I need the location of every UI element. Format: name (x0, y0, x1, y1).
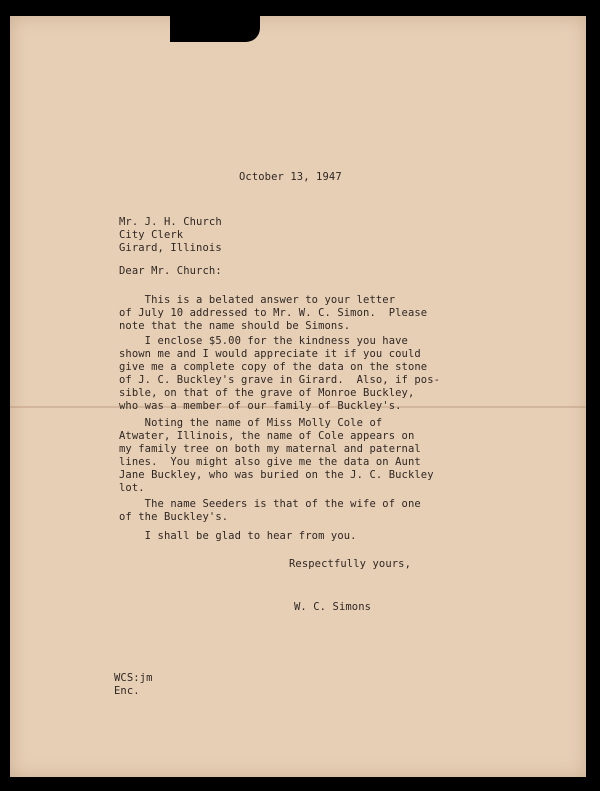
reference-line: WCS:jm (114, 672, 153, 684)
reference-line: Enc. (114, 685, 140, 697)
letter-page (10, 16, 586, 777)
reference-initials (114, 672, 153, 698)
paper-notch (170, 16, 260, 42)
body-paragraph: I shall be glad to hear from you. (119, 530, 357, 542)
address-line: City Clerk (119, 229, 184, 241)
body-paragraph: Noting the name of Miss Molly Cole of Atwater, Illinois, the name of Cole appears on my family tree on both my maternal and paternal lines. You might also give me the data on Aunt Jane Buckley, who was buried on the J. C. Buckley lot. (119, 417, 434, 494)
salutation: Dear Mr. Church: (119, 265, 222, 277)
body-paragraph: The name Seeders is that of the wife of one of the Buckley's. (119, 498, 421, 523)
body-paragraph: I enclose $5.00 for the kindness you have shown me and I would appreciate it if you could give me a complete copy of the data on the stone of J. C. Buckley's grave in Girard. Also, if pos- sible, on that of the grave of Monroe Buckley, who was a member of our family of Buckley's. (119, 335, 441, 412)
letter-date: October 13, 1947 (239, 171, 342, 183)
closing: Respectfully yours, (289, 558, 412, 570)
recipient-address (119, 216, 222, 255)
address-line: Girard, Illinois (119, 242, 222, 254)
body-paragraph: This is a belated answer to your letter of July 10 addressed to Mr. W. C. Simon. Please note that the name should be Simons. (119, 294, 428, 332)
address-line: Mr. J. H. Church (119, 216, 222, 228)
signature: W. C. Simons (294, 601, 372, 613)
